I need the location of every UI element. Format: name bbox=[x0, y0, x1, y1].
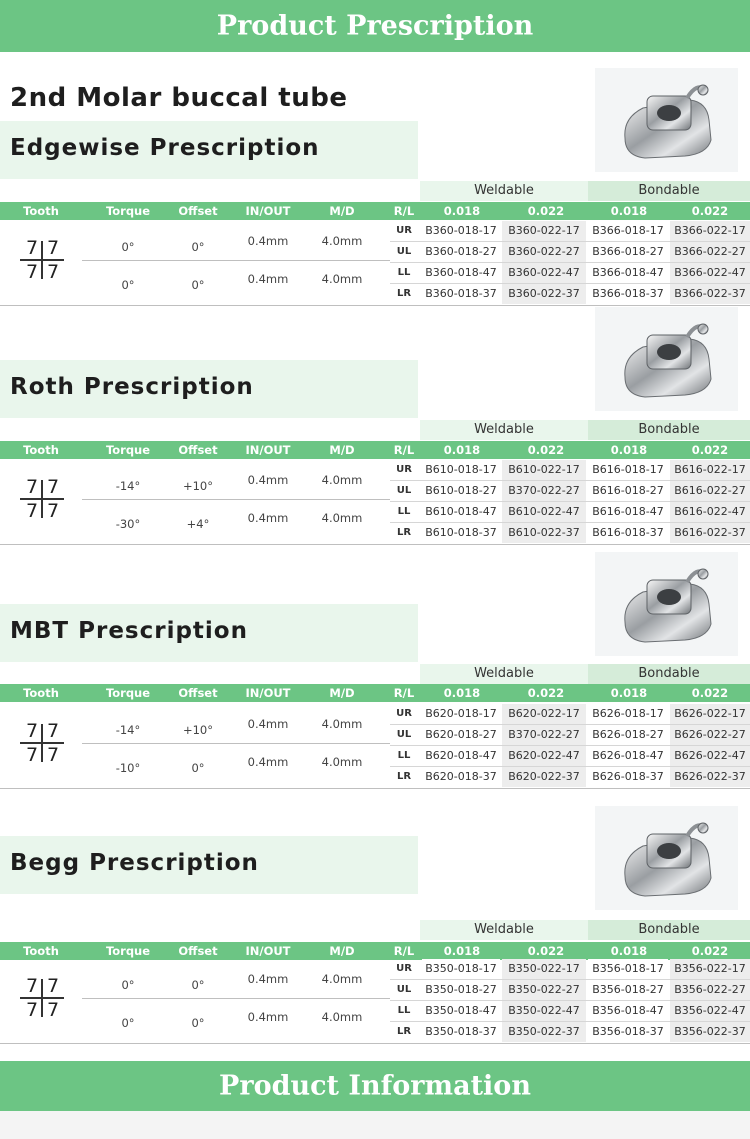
md-value: 4.0mm bbox=[321, 755, 363, 769]
inout-value: 0.4mm bbox=[247, 511, 289, 525]
part-number: B616-018-47 bbox=[588, 502, 668, 522]
col-bond-022: 0.022 bbox=[691, 443, 729, 457]
part-number: B610-018-47 bbox=[422, 502, 500, 522]
inout-value: 0.4mm bbox=[247, 972, 289, 986]
part-number: B366-022-37 bbox=[670, 284, 750, 304]
torque-value: -14° bbox=[115, 723, 141, 737]
part-number: B366-018-37 bbox=[588, 284, 668, 304]
col-md: M/D bbox=[329, 686, 355, 700]
section-title: Begg Prescription bbox=[10, 850, 259, 876]
prescription-data bbox=[0, 703, 750, 789]
part-number: B366-018-27 bbox=[588, 242, 668, 262]
tooth-upper-left: 7 bbox=[47, 720, 60, 742]
column-header-row bbox=[0, 684, 750, 702]
inout-value: 0.4mm bbox=[247, 717, 289, 731]
part-number: B616-022-27 bbox=[670, 481, 750, 501]
weldable-header: Weldable bbox=[420, 920, 588, 940]
md-value: 4.0mm bbox=[321, 717, 363, 731]
part-number: B616-022-47 bbox=[670, 502, 750, 522]
part-number: B620-022-17 bbox=[502, 704, 586, 724]
part-number: B626-018-27 bbox=[588, 725, 668, 745]
tooth-quadrant-chart bbox=[20, 238, 64, 282]
column-header-row bbox=[0, 202, 750, 220]
inout-value: 0.4mm bbox=[247, 272, 289, 286]
col-rl: R/L bbox=[393, 686, 415, 700]
buccal-tube-image bbox=[595, 68, 738, 172]
part-number: B626-022-37 bbox=[670, 767, 750, 787]
col-tooth: Tooth bbox=[23, 944, 59, 958]
offset-value: 0° bbox=[191, 278, 205, 292]
col-torque: Torque bbox=[105, 204, 151, 218]
part-number: B610-022-47 bbox=[502, 502, 586, 522]
tooth-lower-right: 7 bbox=[26, 744, 39, 766]
col-bond-022: 0.022 bbox=[691, 944, 729, 958]
rl-label: LR bbox=[396, 771, 412, 782]
rl-label: LL bbox=[397, 1005, 411, 1016]
rl-label: UR bbox=[396, 225, 412, 236]
col-md: M/D bbox=[329, 944, 355, 958]
tooth-upper-right: 7 bbox=[26, 720, 39, 742]
offset-value: +10° bbox=[182, 723, 214, 737]
offset-value: +10° bbox=[182, 479, 214, 493]
col-offset: Offset bbox=[178, 686, 218, 700]
col-md: M/D bbox=[329, 443, 355, 457]
section-bottom-line bbox=[0, 305, 750, 306]
col-rl: R/L bbox=[393, 204, 415, 218]
torque-value: -10° bbox=[115, 761, 141, 775]
tooth-upper-left: 7 bbox=[47, 237, 60, 259]
col-bond-018: 0.018 bbox=[610, 204, 648, 218]
col-inout: IN/OUT bbox=[245, 944, 291, 958]
part-number: B626-018-47 bbox=[588, 746, 668, 766]
col-md: M/D bbox=[329, 204, 355, 218]
part-number: B616-022-17 bbox=[670, 460, 750, 480]
rl-label: UL bbox=[396, 485, 412, 496]
col-tooth: Tooth bbox=[23, 204, 59, 218]
part-number: B620-022-37 bbox=[502, 767, 586, 787]
page-title: 2nd Molar buccal tube bbox=[10, 83, 348, 113]
rl-label: LR bbox=[396, 527, 412, 538]
tooth-lower-right: 7 bbox=[26, 500, 39, 522]
part-number: B620-018-27 bbox=[422, 725, 500, 745]
part-number: B356-018-47 bbox=[588, 1001, 668, 1021]
offset-value: +4° bbox=[186, 517, 210, 531]
part-number: B616-018-17 bbox=[588, 460, 668, 480]
rl-label: LR bbox=[396, 1026, 412, 1037]
tooth-quadrant-chart bbox=[20, 721, 64, 765]
col-bond-022: 0.022 bbox=[691, 204, 729, 218]
part-number: B350-018-47 bbox=[422, 1001, 500, 1021]
rl-label: LL bbox=[397, 267, 411, 278]
upper-lower-divider bbox=[82, 998, 390, 999]
torque-value: 0° bbox=[121, 1016, 135, 1030]
tooth-upper-left: 7 bbox=[47, 975, 60, 997]
part-number: B350-022-47 bbox=[502, 1001, 586, 1021]
part-number: B360-022-37 bbox=[502, 284, 586, 304]
upper-lower-divider bbox=[82, 743, 390, 744]
rl-label: UL bbox=[396, 729, 412, 740]
prescription-data bbox=[0, 220, 750, 306]
col-rl: R/L bbox=[393, 944, 415, 958]
col-weld-022: 0.022 bbox=[527, 443, 565, 457]
part-number: B610-022-17 bbox=[502, 460, 586, 480]
col-torque: Torque bbox=[105, 686, 151, 700]
bondable-header: Bondable bbox=[588, 181, 750, 201]
col-weld-018: 0.018 bbox=[443, 443, 481, 457]
col-tooth: Tooth bbox=[23, 686, 59, 700]
rl-label: LL bbox=[397, 506, 411, 517]
weldable-header: Weldable bbox=[420, 181, 588, 201]
part-number: B366-018-47 bbox=[588, 263, 668, 283]
offset-value: 0° bbox=[191, 240, 205, 254]
part-number: B350-022-17 bbox=[502, 959, 586, 979]
part-number: B370-022-27 bbox=[502, 481, 586, 501]
part-number: B610-018-27 bbox=[422, 481, 500, 501]
part-number: B620-018-47 bbox=[422, 746, 500, 766]
part-number: B356-018-27 bbox=[588, 980, 668, 1000]
section-title: Edgewise Prescription bbox=[10, 135, 320, 161]
part-number: B620-018-37 bbox=[422, 767, 500, 787]
col-offset: Offset bbox=[178, 944, 218, 958]
col-weld-018: 0.018 bbox=[443, 204, 481, 218]
part-number: B616-022-37 bbox=[670, 523, 750, 543]
bondable-header: Bondable bbox=[588, 664, 750, 684]
buccal-tube-image bbox=[595, 806, 738, 910]
col-weld-018: 0.018 bbox=[443, 686, 481, 700]
buccal-tube-image bbox=[595, 552, 738, 656]
md-value: 4.0mm bbox=[321, 1010, 363, 1024]
tooth-lower-right: 7 bbox=[26, 999, 39, 1021]
tooth-lower-left: 7 bbox=[47, 999, 60, 1021]
md-value: 4.0mm bbox=[321, 972, 363, 986]
bottom-fade bbox=[0, 1111, 750, 1139]
col-weld-022: 0.022 bbox=[527, 944, 565, 958]
part-number: B356-022-17 bbox=[670, 959, 750, 979]
tooth-lower-right: 7 bbox=[26, 261, 39, 283]
rl-label: UL bbox=[396, 984, 412, 995]
col-torque: Torque bbox=[105, 443, 151, 457]
torque-value: 0° bbox=[121, 278, 135, 292]
part-number: B360-018-17 bbox=[422, 221, 500, 241]
part-number: B350-022-37 bbox=[502, 1022, 586, 1042]
rl-label: UL bbox=[396, 246, 412, 257]
offset-value: 0° bbox=[191, 978, 205, 992]
part-number: B360-018-37 bbox=[422, 284, 500, 304]
col-weld-022: 0.022 bbox=[527, 204, 565, 218]
part-number: B356-022-37 bbox=[670, 1022, 750, 1042]
col-bond-018: 0.018 bbox=[610, 686, 648, 700]
part-number: B626-022-27 bbox=[670, 725, 750, 745]
part-number: B626-022-17 bbox=[670, 704, 750, 724]
section-title: Roth Prescription bbox=[10, 374, 254, 400]
part-number: B620-022-47 bbox=[502, 746, 586, 766]
part-number: B626-018-37 bbox=[588, 767, 668, 787]
offset-value: 0° bbox=[191, 1016, 205, 1030]
weldable-header: Weldable bbox=[420, 420, 588, 440]
section-bottom-line bbox=[0, 788, 750, 789]
upper-lower-divider bbox=[82, 260, 390, 261]
part-number: B610-018-37 bbox=[422, 523, 500, 543]
part-number: B356-022-27 bbox=[670, 980, 750, 1000]
part-number: B360-018-27 bbox=[422, 242, 500, 262]
part-number: B360-022-17 bbox=[502, 221, 586, 241]
tooth-upper-right: 7 bbox=[26, 237, 39, 259]
part-number: B350-018-27 bbox=[422, 980, 500, 1000]
torque-value: 0° bbox=[121, 240, 135, 254]
part-number: B356-018-37 bbox=[588, 1022, 668, 1042]
offset-value: 0° bbox=[191, 761, 205, 775]
part-number: B616-018-37 bbox=[588, 523, 668, 543]
tooth-upper-left: 7 bbox=[47, 476, 60, 498]
md-value: 4.0mm bbox=[321, 473, 363, 487]
part-number: B626-022-47 bbox=[670, 746, 750, 766]
col-bond-022: 0.022 bbox=[691, 686, 729, 700]
part-number: B350-018-37 bbox=[422, 1022, 500, 1042]
rl-label: UR bbox=[396, 464, 412, 475]
col-inout: IN/OUT bbox=[245, 204, 291, 218]
torque-value: -30° bbox=[115, 517, 141, 531]
col-offset: Offset bbox=[178, 443, 218, 457]
md-value: 4.0mm bbox=[321, 234, 363, 248]
part-number: B366-022-47 bbox=[670, 263, 750, 283]
col-inout: IN/OUT bbox=[245, 686, 291, 700]
inout-value: 0.4mm bbox=[247, 1010, 289, 1024]
part-number: B610-018-17 bbox=[422, 460, 500, 480]
part-number: B610-022-37 bbox=[502, 523, 586, 543]
prescription-data bbox=[0, 459, 750, 545]
prescription-data bbox=[0, 958, 750, 1044]
part-number: B356-022-47 bbox=[670, 1001, 750, 1021]
inout-value: 0.4mm bbox=[247, 473, 289, 487]
rl-label: UR bbox=[396, 708, 412, 719]
product-information-banner bbox=[0, 1061, 750, 1111]
column-header-row bbox=[0, 441, 750, 459]
col-rl: R/L bbox=[393, 443, 415, 457]
col-bond-018: 0.018 bbox=[610, 944, 648, 958]
buccal-tube-image bbox=[595, 307, 738, 411]
tooth-quadrant-chart bbox=[20, 477, 64, 521]
part-number: B350-018-17 bbox=[422, 959, 500, 979]
part-number: B366-022-17 bbox=[670, 221, 750, 241]
part-number: B360-018-47 bbox=[422, 263, 500, 283]
product-prescription-banner bbox=[0, 0, 750, 52]
part-number: B356-018-17 bbox=[588, 959, 668, 979]
part-number: B616-018-27 bbox=[588, 481, 668, 501]
rl-label: LR bbox=[396, 288, 412, 299]
tooth-quadrant-chart bbox=[20, 976, 64, 1020]
bondable-header: Bondable bbox=[588, 420, 750, 440]
col-torque: Torque bbox=[105, 944, 151, 958]
md-value: 4.0mm bbox=[321, 272, 363, 286]
rl-label: UR bbox=[396, 963, 412, 974]
upper-lower-divider bbox=[82, 499, 390, 500]
tooth-lower-left: 7 bbox=[47, 500, 60, 522]
col-offset: Offset bbox=[178, 204, 218, 218]
bondable-header: Bondable bbox=[588, 920, 750, 940]
part-number: B370-022-27 bbox=[502, 725, 586, 745]
inout-value: 0.4mm bbox=[247, 755, 289, 769]
tooth-lower-left: 7 bbox=[47, 261, 60, 283]
tooth-lower-left: 7 bbox=[47, 744, 60, 766]
col-bond-018: 0.018 bbox=[610, 443, 648, 457]
part-number: B366-022-27 bbox=[670, 242, 750, 262]
inout-value: 0.4mm bbox=[247, 234, 289, 248]
part-number: B360-022-27 bbox=[502, 242, 586, 262]
col-weld-018: 0.018 bbox=[443, 944, 481, 958]
banner-title: Product Information bbox=[219, 1070, 531, 1102]
col-tooth: Tooth bbox=[23, 443, 59, 457]
tooth-upper-right: 7 bbox=[26, 476, 39, 498]
part-number: B620-018-17 bbox=[422, 704, 500, 724]
section-bottom-line bbox=[0, 544, 750, 545]
part-number: B626-018-17 bbox=[588, 704, 668, 724]
weldable-header: Weldable bbox=[420, 664, 588, 684]
col-weld-022: 0.022 bbox=[527, 686, 565, 700]
torque-value: 0° bbox=[121, 978, 135, 992]
torque-value: -14° bbox=[115, 479, 141, 493]
section-bottom-line bbox=[0, 1043, 750, 1044]
banner-title: Product Prescription bbox=[216, 10, 534, 42]
tooth-upper-right: 7 bbox=[26, 975, 39, 997]
part-number: B366-018-17 bbox=[588, 221, 668, 241]
col-inout: IN/OUT bbox=[245, 443, 291, 457]
part-number: B350-022-27 bbox=[502, 980, 586, 1000]
section-title: MBT Prescription bbox=[10, 618, 248, 644]
md-value: 4.0mm bbox=[321, 511, 363, 525]
rl-label: LL bbox=[397, 750, 411, 761]
part-number: B360-022-47 bbox=[502, 263, 586, 283]
